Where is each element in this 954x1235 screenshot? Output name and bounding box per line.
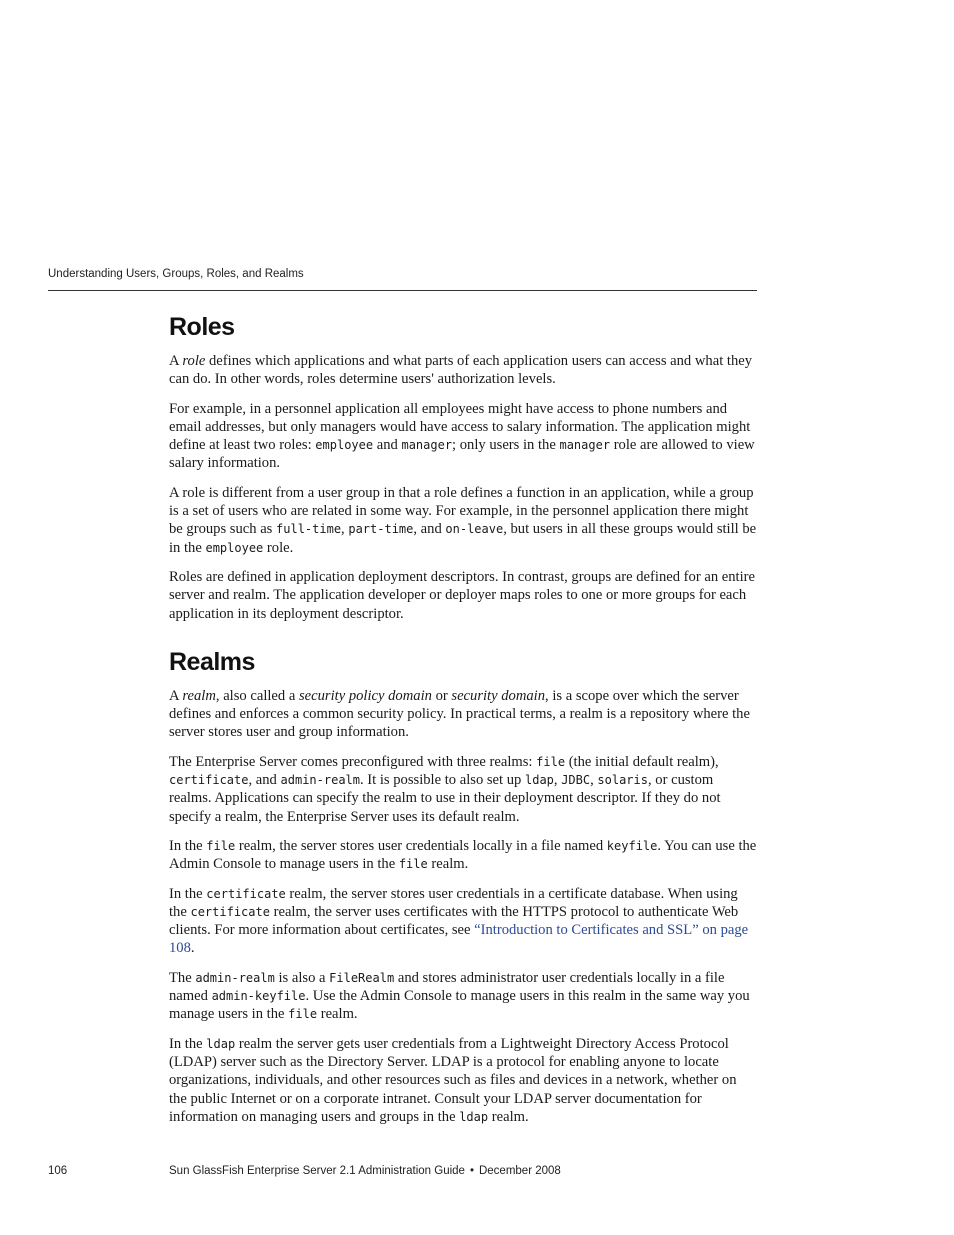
text-run: A role is different from a user group in that a role defines a function in an application, while a group is a set of users who are related in some way. For example, in the personnel application there might be groups such as <box>169 484 754 538</box>
term-realm: realm <box>182 687 216 704</box>
text-run: , and <box>413 521 446 538</box>
text-run: , is a scope over which the server defines and enforces a common security policy. In practical terms, a realm is a repository where the server stores user and group information. <box>169 687 750 741</box>
roles-paragraph-2 <box>169 400 757 473</box>
text-run: role. <box>263 539 294 556</box>
text-run: For example, in a personnel application all employees might have access to phone numbers and email addresses, but only managers would have access to salary information. The application might define at least two roles: <box>169 400 751 454</box>
link-certificates-ssl[interactable]: “Introduction to Certificates and SSL” on page 108 <box>169 922 749 957</box>
text-run: . You can use the Admin Console to manage users in the <box>169 837 757 873</box>
code-file: file <box>206 838 236 853</box>
code-file: file <box>536 754 566 769</box>
term-security-policy-domain: security policy domain <box>298 687 432 704</box>
code-keyfile: keyfile <box>606 838 658 853</box>
text-run: . <box>190 940 195 957</box>
text-run: The <box>169 969 196 986</box>
code-solaris: solaris <box>597 773 648 788</box>
code-jdbc: JDBC <box>561 773 591 788</box>
code-full-time: full-time <box>276 522 342 537</box>
code-file: file <box>288 1007 318 1022</box>
code-ldap: ldap <box>525 773 554 788</box>
realms-paragraph-5 <box>169 969 757 1024</box>
text-run: , also called a <box>215 687 299 704</box>
code-admin-keyfile: admin-keyfile <box>211 989 306 1004</box>
page-body <box>169 312 757 1137</box>
text-run: realm, the server uses certificates with the HTTPS protocol to authenticate Web clients. For more information about certificates, see <box>169 903 739 939</box>
text-run: or <box>431 687 452 704</box>
text-run: realm. <box>317 1006 358 1023</box>
term-role: role <box>182 353 206 369</box>
text-run: In the <box>169 885 207 902</box>
text-run: realm. <box>427 856 469 873</box>
code-admin-realm: admin-realm <box>195 970 275 985</box>
roles-heading: Roles <box>169 313 235 341</box>
text-run: In the <box>169 1035 207 1052</box>
text-run: . Use the Admin Console to manage users in this realm in the same way you manage users in the <box>169 988 750 1023</box>
text-run: . It is possible to also set up <box>360 772 525 789</box>
text-run: , or custom realms. Applications can specify the realm to use in their deployment descriptor. If they do not specify a realm, the Enterprise Server uses its default realm. <box>169 772 721 825</box>
code-certificate: certificate <box>206 886 286 901</box>
text-run: A <box>169 353 183 369</box>
text-run: In the <box>169 837 207 854</box>
term-security-domain: security domain <box>451 687 546 704</box>
code-certificate: certificate <box>190 904 270 919</box>
text-run: realm the server gets user credentials from a Lightweight Directory Access Protocol (LDAP) server such as the Directory Server. LDAP is a protocol for enabling anyone to locate organizations, individuals, and other resources such as files and devices in a network, whether on the public Internet or on a corporate intranet. Consult your LDAP server documentation for information on managing users and groups in the <box>169 1035 737 1125</box>
roles-paragraph-4: Roles are defined in application deployment descriptors. In contrast, groups are defined for an entire server and realm. The application developer or deployer maps roles to one or more groups for each application in its deployment descriptor. <box>169 568 755 622</box>
text-run: , and <box>248 772 281 789</box>
realms-paragraph-3 <box>169 837 757 874</box>
roles-paragraph-1 <box>169 352 757 389</box>
text-run: (the initial default realm), <box>565 753 719 770</box>
text-run: realm, the server stores user credentials in a certificate database. When using the <box>169 885 738 920</box>
book-title: Sun GlassFish Enterprise Server 2.1 Administration Guide <box>169 1165 465 1177</box>
realms-paragraph-6 <box>169 1035 757 1126</box>
code-on-leave: on-leave <box>445 522 504 537</box>
text-run: realm. <box>488 1108 529 1125</box>
text-run: and stores administrator user credentials locally in a file named <box>169 969 725 1005</box>
realms-heading: Realms <box>169 647 255 676</box>
footer-title <box>169 1165 561 1177</box>
text-run: defines which applications and what parts of each application users can access and what they can do. In other words, roles determine users' authorization levels. <box>169 353 753 388</box>
text-run: , <box>553 772 562 789</box>
code-ldap: ldap <box>459 1109 489 1124</box>
realms-paragraph-4 <box>169 885 757 958</box>
header-rule <box>48 290 757 291</box>
text-run: realm, the server stores user credentials locally in a file named <box>235 837 607 854</box>
code-employee: employee <box>315 438 374 453</box>
code-file: file <box>398 857 428 872</box>
code-filerealm: FileRealm <box>329 970 395 985</box>
roles-paragraph-3 <box>169 484 757 557</box>
bullet-separator: • <box>469 1165 474 1177</box>
code-part-time: part-time <box>348 522 414 537</box>
page-number: 106 <box>48 1165 68 1177</box>
text-run: , but users in all these groups would still be in the <box>169 521 757 556</box>
realms-paragraph-2 <box>169 753 757 826</box>
text-run: , <box>590 772 598 789</box>
code-certificate: certificate <box>169 773 249 788</box>
text-run: is also a <box>274 969 330 986</box>
text-run: A <box>169 687 183 704</box>
text-run: role are allowed to view salary information. <box>169 437 755 472</box>
text-run: The Enterprise Server comes preconfigured with three realms: <box>169 753 537 770</box>
running-header: Understanding Users, Groups, Roles, and Realms <box>48 268 304 280</box>
text-run: and <box>373 437 402 454</box>
realms-paragraph-1 <box>169 687 757 742</box>
text-run: ; only users in the <box>452 437 560 454</box>
code-ldap: ldap <box>206 1036 236 1051</box>
code-manager: manager <box>559 438 611 453</box>
code-manager: manager <box>401 438 453 453</box>
code-employee: employee <box>205 540 264 555</box>
code-admin-realm: admin-realm <box>280 773 360 788</box>
text-run: , <box>341 521 349 538</box>
publication-date: December 2008 <box>478 1165 561 1177</box>
